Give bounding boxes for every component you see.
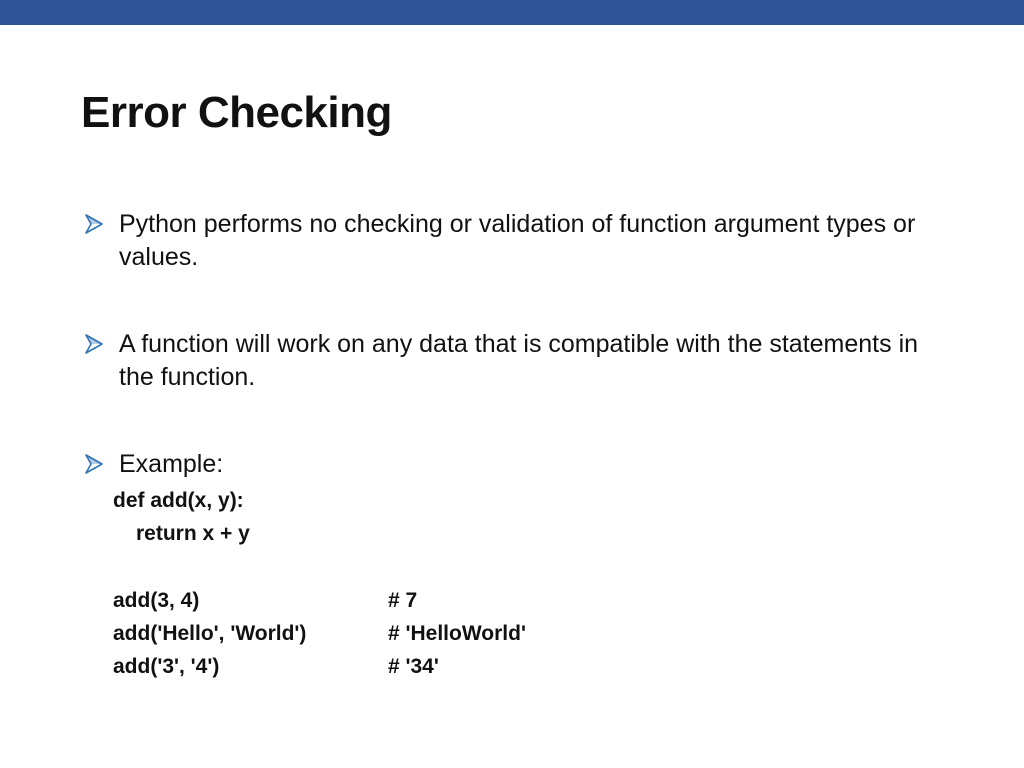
code-definition-line: def add(x, y): (113, 489, 244, 512)
bullet-text-2: A function will work on any data that is compatible with the statements in the function. (119, 330, 919, 391)
code-example-call: add(3, 4) (113, 589, 200, 612)
code-example-call: add('3', '4') (113, 655, 220, 678)
code-example-comment: # '34' (388, 655, 439, 678)
bullet-item-1 (82, 208, 919, 274)
arrow-bullet-icon (82, 452, 106, 476)
code-example-comment: # 7 (388, 589, 418, 612)
top-accent-bar (0, 0, 1024, 25)
bullet-item-3 (82, 448, 919, 481)
bullet-text-3: Example: (119, 450, 224, 478)
code-example-comment: # 'HelloWorld' (388, 622, 526, 645)
bullet-item-2 (82, 328, 919, 394)
arrow-bullet-icon (82, 212, 106, 236)
bullet-text-1: Python performs no checking or validation of function argument types or values. (119, 210, 916, 271)
arrow-bullet-icon (82, 332, 106, 356)
slide-title: Error Checking (81, 88, 392, 137)
code-example-call: add('Hello', 'World') (113, 622, 307, 645)
code-return-line: return x + y (136, 522, 250, 545)
